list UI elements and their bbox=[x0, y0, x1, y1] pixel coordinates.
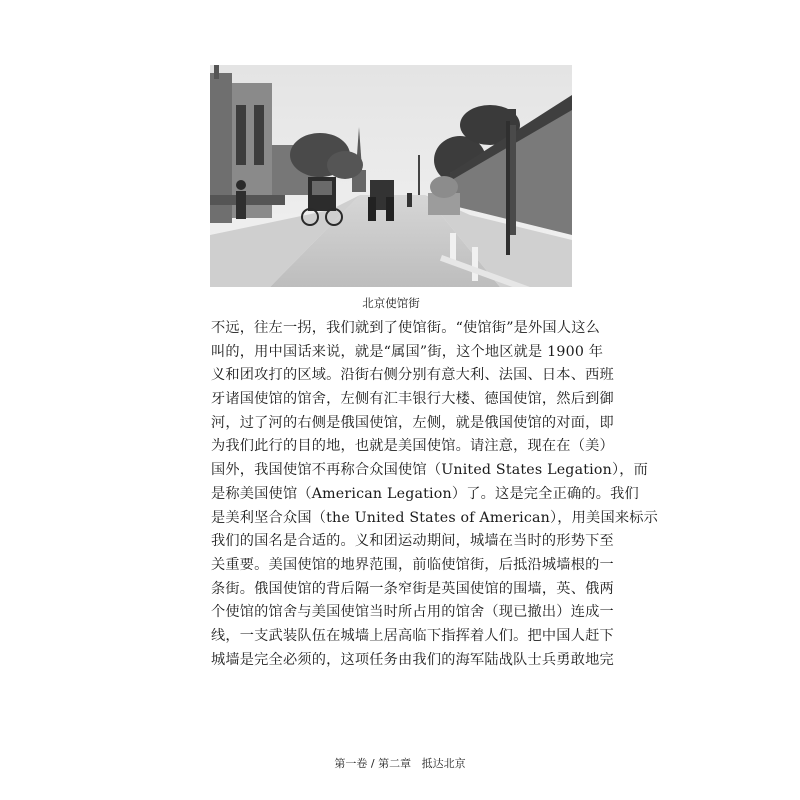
figure-caption: 北京使馆街 bbox=[362, 296, 420, 310]
text-line: 国外，我国使馆不再称合众国使馆（United States Legation），而 bbox=[211, 462, 649, 479]
footer-chapter-title: 抵达北京 bbox=[421, 757, 466, 770]
text-line: 是美利坚合众国（the United States of American），用美国来标示 bbox=[211, 509, 658, 526]
text-line: 河，过了河的右侧是俄国使馆，左侧，就是俄国使馆的对面，即 bbox=[211, 414, 614, 431]
text-line: 为我们此行的目的地，也就是美国使馆。请注意，现在在（美） bbox=[211, 438, 614, 455]
text-line: 关重要。美国使馆的地界范围，前临使馆街，后抵沿城墙根的一 bbox=[211, 556, 614, 573]
text-line: 城墙是完全必须的，这项任务由我们的海军陆战队士兵勇敢地完 bbox=[211, 651, 614, 668]
text-line: 是称美国使馆（American Legation）了。这是完全正确的。我们 bbox=[211, 485, 639, 502]
street-photo bbox=[210, 65, 572, 287]
body-text bbox=[211, 317, 658, 672]
text-line: 线，一支武装队伍在城墙上居高临下指挥着人们。把中国人赶下 bbox=[211, 627, 614, 644]
page-footer bbox=[0, 755, 800, 771]
text-line: 条街。俄国使馆的背后隔一条窄街是英国使馆的围墙，英、俄两 bbox=[211, 580, 614, 597]
text-line: 牙诸国使馆的馆舍，左侧有汇丰银行大楼、德国使馆，然后到御 bbox=[211, 391, 614, 408]
text-line: 不远，往左一拐，我们就到了使馆街。“使馆街”是外国人这么 bbox=[211, 320, 600, 336]
text-line: 个使馆的馆舍与美国使馆当时所占用的馆舍（现已撤出）连成一 bbox=[211, 604, 614, 621]
text-line: 我们的国名是合适的。义和团运动期间，城墙在当时的形势下至 bbox=[211, 533, 614, 550]
footer-volume: 第一卷 / 第二章 bbox=[334, 757, 412, 770]
text-line: 叫的，用中国话来说，就是“属国”街，这个地区就是 1900 年 bbox=[211, 343, 604, 360]
text-line: 义和团攻打的区域。沿街右侧分别有意大利、法国、日本、西班 bbox=[211, 367, 614, 384]
